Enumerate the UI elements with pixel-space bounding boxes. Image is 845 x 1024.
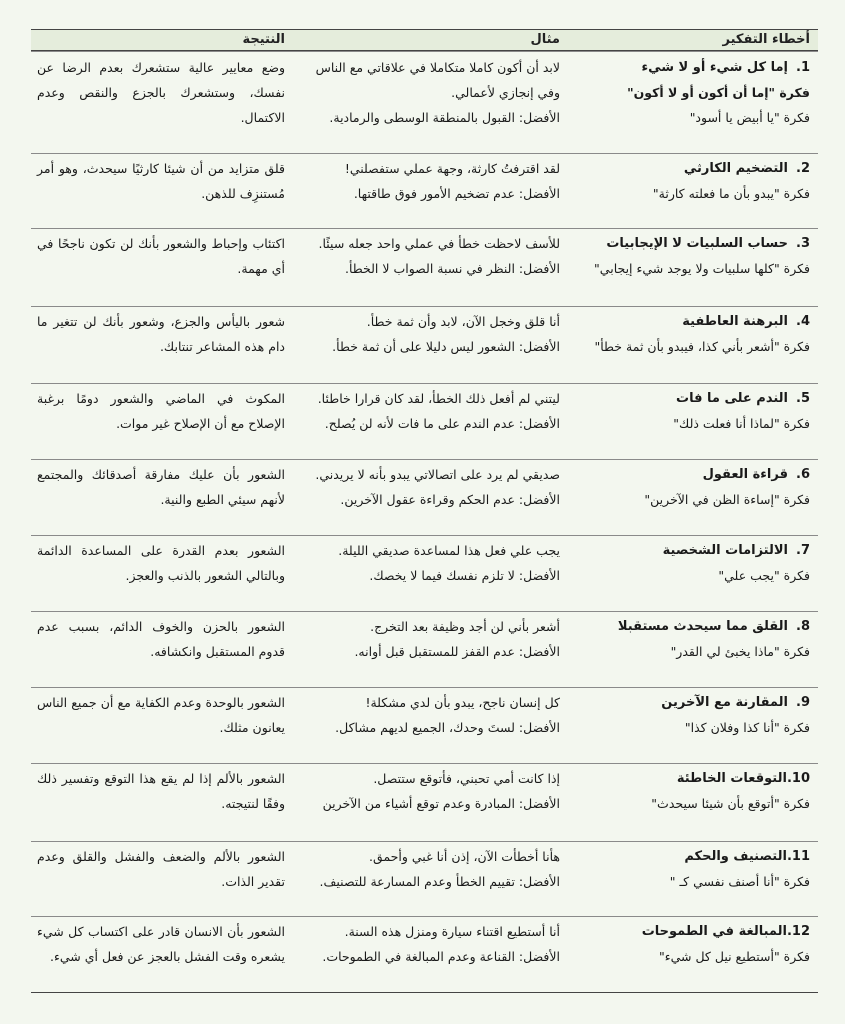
result-cell: شعور باليأس والجزع، وشعور بأنك لن تتغير ما دام هذه المشاعر تنتابك. bbox=[37, 314, 285, 354]
error-title: 7.الالتزامات الشخصية bbox=[662, 543, 810, 558]
error-idea: فكرة "أتوقع بأن شيئا سيحدث" bbox=[651, 796, 810, 811]
example-better: الأفضل: عدم القفز للمستقبل قبل أوانه. bbox=[354, 644, 560, 659]
error-title: 4.البرهنة العاطفية bbox=[682, 314, 810, 329]
example-cell bbox=[292, 690, 560, 740]
result-cell: الشعور بأن عليك مفارقة أصدقائك والمجتمع لأنهم سيئي الطبع والنية. bbox=[37, 467, 285, 507]
example-cell bbox=[292, 386, 560, 436]
example-cell bbox=[292, 919, 560, 969]
table-header bbox=[31, 29, 818, 51]
error-cell bbox=[588, 538, 810, 588]
table-row bbox=[31, 306, 818, 354]
error-idea: فكرة "أنا كذا وفلان كذا" bbox=[684, 720, 810, 735]
example-line: وفي إنجازي لأعمالي. bbox=[451, 85, 560, 100]
error-cell bbox=[588, 766, 810, 816]
error-cell bbox=[588, 55, 810, 130]
error-title: 10.التوقعات الخاطئة bbox=[676, 771, 810, 786]
example-line: لابد أن أكون كاملا متكاملا في علاقاتي مع الناس bbox=[315, 60, 560, 75]
example-better: الأفضل: النظر في نسبة الصواب لا الخطأ. bbox=[345, 261, 560, 276]
header-result: النتيجة bbox=[242, 32, 285, 47]
table-row bbox=[31, 535, 818, 583]
result-cell: المكوث في الماضي والشعور دومًا برغبة الإصلاح مع أن الإصلاح غير موات. bbox=[37, 391, 285, 431]
result-cell: الشعور بالألم والضعف والفشل والقلق وعدم تقدير الذات. bbox=[37, 849, 285, 889]
header-thinking-errors: أخطاء التفكير bbox=[722, 32, 810, 47]
error-idea: فكرة "لماذا أنا فعلت ذلك" bbox=[673, 416, 810, 431]
example-cell bbox=[292, 462, 560, 512]
error-idea: فكرة "ماذا يخبئ لي القدر" bbox=[670, 644, 810, 659]
error-cell bbox=[588, 690, 810, 740]
table-row bbox=[31, 841, 818, 889]
example-better: الأفضل: عدم الندم على ما فات لأنه لن يُصلح. bbox=[324, 416, 560, 431]
example-better: الأفضل: الشعور ليس دليلا على أن ثمة خطأ. bbox=[332, 339, 560, 354]
example-line: أنا قلق وخجل الآن، لابد وأن ثمة خطأ. bbox=[366, 314, 560, 329]
error-title: 12.المبالغة في الطموحات bbox=[641, 924, 810, 939]
result-cell: الشعور بأن الانسان قادر على اكتساب كل شيء يشعره وقت الفشل بالعجز عن فعل أي شيء. bbox=[37, 924, 285, 964]
error-idea: فكرة "أنا أصنف نفسي كـ " bbox=[669, 874, 810, 889]
error-idea: فكرة "يجب علي" bbox=[718, 568, 810, 583]
error-title: 9.المقارنة مع الآخرين bbox=[661, 695, 810, 710]
error-cell bbox=[588, 231, 810, 281]
table-row bbox=[31, 687, 818, 735]
result-cell: الشعور بعدم القدرة على المساعدة الدائمة وبالتالي الشعور بالذنب والعجز. bbox=[37, 543, 285, 583]
table-row bbox=[31, 51, 818, 125]
example-cell bbox=[292, 231, 560, 281]
table-bottom-rule bbox=[31, 992, 818, 993]
table-row bbox=[31, 763, 818, 811]
example-line: لقد اقترفتُ كارثة، وجهة عملي ستفصلني! bbox=[344, 161, 560, 176]
example-better: الأفضل: تقييم الخطأ وعدم المسارعة للتصنيف. bbox=[319, 874, 560, 889]
example-better: الأفضل: لا تلزم نفسك فيما لا يخصك. bbox=[369, 568, 560, 583]
result-cell: الشعور بالوحدة وعدم الكفاية مع أن جميع الناس يعانون مثلك. bbox=[37, 695, 285, 735]
example-cell bbox=[292, 844, 560, 894]
example-cell bbox=[292, 766, 560, 816]
result-cell: اكتئاب وإحباط والشعور بأنك لن تكون ناجحًا في أي مهمة. bbox=[37, 236, 285, 276]
error-title: 1.إما كل شيء أو لا شيء bbox=[641, 60, 810, 75]
error-idea: فكرة "أشعر بأني كذا، فيبدو بأن ثمة خطأ" bbox=[594, 339, 810, 354]
example-cell bbox=[292, 309, 560, 359]
error-idea: فكرة "يبدو بأن ما فعلته كارثة" bbox=[652, 186, 810, 201]
table-row bbox=[31, 383, 818, 431]
error-idea: فكرة "أستطيع نيل كل شيء" bbox=[658, 949, 810, 964]
table-row bbox=[31, 916, 818, 964]
error-cell bbox=[588, 386, 810, 436]
header-example: مثال bbox=[530, 32, 560, 47]
result-cell: قلق متزايد من أن شيئا كارثيًا سيحدث، وهو أمر مُستنزِف للذهن. bbox=[37, 161, 285, 201]
example-better: الأفضل: المبادرة وعدم توقع أشياء من الآخرين bbox=[322, 796, 560, 811]
example-better: الأفضل: القناعة وعدم المبالغة في الطموحات. bbox=[322, 949, 560, 964]
result-cell: وضع معايير عالية ستشعرك بعدم الرضا عن نفسك، وستشعرك بالجزع والنقص وعدم الاكتمال. bbox=[37, 60, 285, 125]
error-title: 2.التضخيم الكارثي bbox=[683, 161, 810, 176]
example-cell bbox=[292, 156, 560, 206]
example-better: الأفضل: عدم الحكم وقراءة عقول الآخرين. bbox=[340, 492, 560, 507]
error-cell bbox=[588, 919, 810, 969]
example-line: ليتني لم أفعل ذلك الخطأ، لقد كان قرارا خاطئا. bbox=[317, 391, 560, 406]
example-cell bbox=[292, 538, 560, 588]
example-line: للأسف لاحظت خطأ في عملي واحد جعله سيئًا. bbox=[318, 236, 560, 251]
error-title: 11.التصنيف والحكم bbox=[684, 849, 810, 864]
result-cell: الشعور بالحزن والخوف الدائم، بسبب عدم قدوم المستقبل وانكشافه. bbox=[37, 619, 285, 659]
error-title: 3.حساب السلبيات لا الإيجابيات bbox=[606, 236, 810, 251]
result-cell: الشعور بالألم إذا لم يقع هذا التوقع وتفسير ذلك وفقًا لنتيجته. bbox=[37, 771, 285, 811]
example-line: هأنا أخطأت الآن، إذن أنا غبي وأحمق. bbox=[369, 849, 560, 864]
error-cell bbox=[588, 462, 810, 512]
error-extra-idea: فكرة "إما أن أكون أو لا أكون" bbox=[627, 85, 810, 100]
table-row bbox=[31, 611, 818, 659]
error-cell bbox=[588, 156, 810, 206]
error-idea: فكرة "يا أبيض يا أسود" bbox=[689, 110, 810, 125]
example-line: كل إنسان ناجح، يبدو بأن لدي مشكلة! bbox=[365, 695, 560, 710]
error-title: 6.قراءة العقول bbox=[702, 467, 810, 482]
error-title: 5.الندم على ما فات bbox=[676, 391, 810, 406]
table-row bbox=[31, 228, 818, 276]
error-idea: فكرة "إساءة الظن في الآخرين" bbox=[644, 492, 810, 507]
example-better: الأفضل: القبول بالمنطقة الوسطى والرمادية. bbox=[329, 110, 560, 125]
example-line: يجب علي فعل هذا لمساعدة صديقي الليلة. bbox=[338, 543, 560, 558]
error-cell bbox=[588, 309, 810, 359]
error-title: 8.القلق مما سيحدث مستقبلا bbox=[617, 619, 810, 634]
error-cell bbox=[588, 614, 810, 664]
example-cell bbox=[292, 55, 560, 130]
example-line: صديقي لم يرد على اتصالاتي يبدو بأنه لا يريدني. bbox=[315, 467, 560, 482]
example-line: إذا كانت أمي تحبني، فأتوقع ستتصل. bbox=[373, 771, 560, 786]
example-line: أشعر بأني لن أجد وظيفة بعد التخرج. bbox=[370, 619, 560, 634]
example-better: الأفضل: عدم تضخيم الأمور فوق طاقتها. bbox=[353, 186, 560, 201]
table-row bbox=[31, 153, 818, 201]
example-cell bbox=[292, 614, 560, 664]
table-row bbox=[31, 459, 818, 507]
example-better: الأفضل: لستَ وحدك، الجميع لديهم مشاكل. bbox=[335, 720, 560, 735]
error-idea: فكرة "كلها سلبيات ولا يوجد شيء إيجابي" bbox=[594, 261, 810, 276]
example-line: أنا أستطيع اقتناء سيارة ومنزل هذه السنة. bbox=[344, 924, 560, 939]
error-cell bbox=[588, 844, 810, 894]
